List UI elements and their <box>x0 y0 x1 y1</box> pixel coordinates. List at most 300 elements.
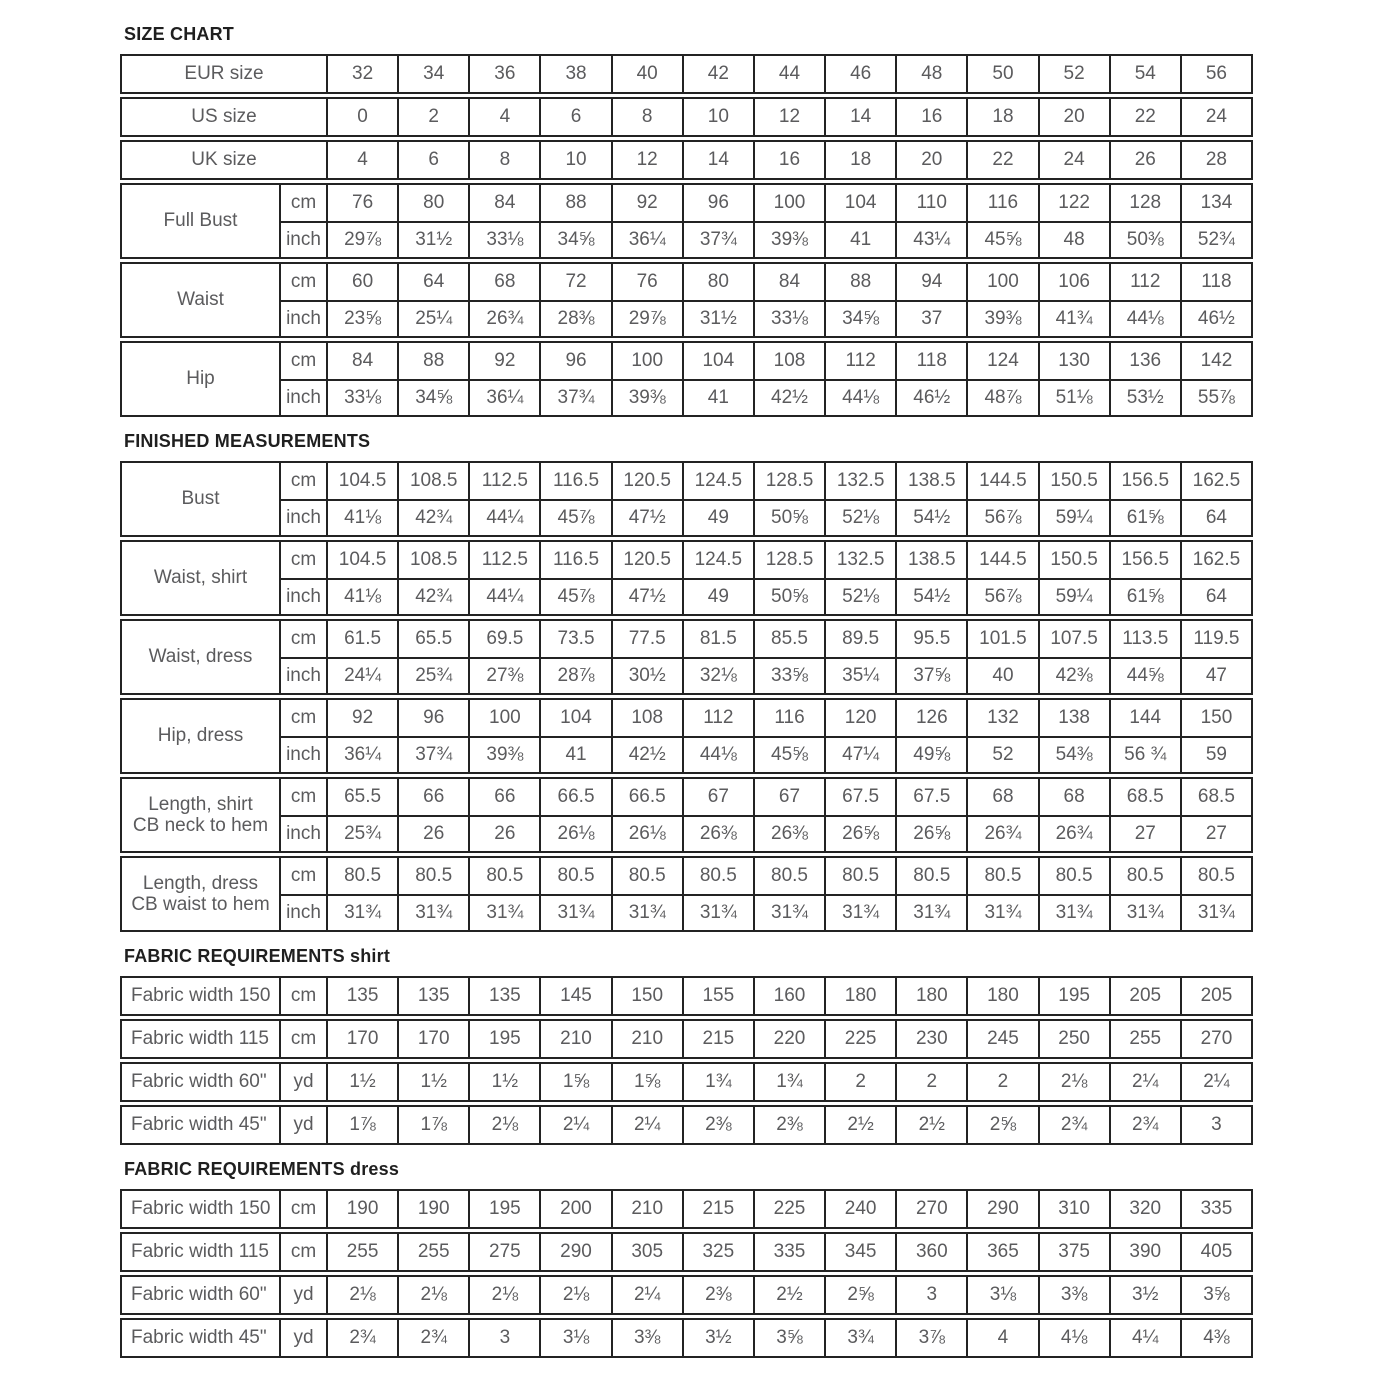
value-cell: 2½ <box>824 1107 895 1143</box>
value-cell: 10 <box>539 142 610 178</box>
value-cell: 94 <box>895 264 966 300</box>
value-cell: 68.5 <box>1180 779 1251 815</box>
value-cell: 46 <box>824 56 895 92</box>
value-cell: 135 <box>397 978 468 1014</box>
value-cell: 35¼ <box>824 657 895 693</box>
value-cell: 128.5 <box>753 542 824 578</box>
value-cell: 390 <box>1109 1234 1180 1270</box>
value-cell: 28⅜ <box>539 300 610 336</box>
value-cell: 32⅛ <box>682 657 753 693</box>
value-cell: 135 <box>468 978 539 1014</box>
value-cell: 118 <box>895 343 966 379</box>
value-cell: 290 <box>966 1191 1037 1227</box>
value-cell: 210 <box>611 1021 682 1057</box>
value-cell: 16 <box>753 142 824 178</box>
value-cell: 25¼ <box>397 300 468 336</box>
value-cell: 42¾ <box>397 499 468 535</box>
value-cell: 31¾ <box>1180 894 1251 930</box>
value-cell: 61⅝ <box>1109 578 1180 614</box>
value-cell: 26 <box>468 815 539 851</box>
value-cell: 41¾ <box>1038 300 1109 336</box>
value-cell: 190 <box>397 1191 468 1227</box>
value-cell: 50⅜ <box>1109 221 1180 257</box>
value-cell: 65.5 <box>326 779 397 815</box>
value-cell: 31¾ <box>468 894 539 930</box>
value-cell: 138 <box>1038 700 1109 736</box>
fabric-requirements-shirt-table <box>120 976 1253 1145</box>
table-row-group <box>120 1232 1253 1272</box>
value-cell: 59 <box>1180 736 1251 772</box>
fabric-requirements-dress <box>120 1159 1253 1358</box>
value-cell: 22 <box>966 142 1037 178</box>
value-cell: 96 <box>539 343 610 379</box>
value-cell: 84 <box>326 343 397 379</box>
value-cell: 2¾ <box>397 1320 468 1356</box>
value-cell: 2 <box>824 1064 895 1100</box>
value-cell: 40 <box>966 657 1037 693</box>
value-cell: 1½ <box>468 1064 539 1100</box>
value-cell: 345 <box>824 1234 895 1270</box>
value-cell: 80.5 <box>326 858 397 894</box>
value-cell: 59¼ <box>1038 499 1109 535</box>
value-cell: 25¾ <box>326 815 397 851</box>
unit-label: inch <box>279 736 326 772</box>
value-cell: 27 <box>1109 815 1180 851</box>
row-label: Fabric width 150 <box>131 1198 271 1220</box>
value-cell: 290 <box>539 1234 610 1270</box>
value-cell: 32 <box>326 56 397 92</box>
value-cell: 41⅛ <box>326 499 397 535</box>
value-cell: 3⅜ <box>1038 1277 1109 1313</box>
value-cell: 55⅞ <box>1180 379 1251 415</box>
value-cell: 2¼ <box>1180 1064 1251 1100</box>
value-cell: 180 <box>966 978 1037 1014</box>
table-row-group <box>120 619 1253 695</box>
value-cell: 170 <box>326 1021 397 1057</box>
value-cell: 56⅞ <box>966 499 1037 535</box>
size-chart <box>120 24 1253 417</box>
value-cell: 96 <box>397 700 468 736</box>
value-cell: 225 <box>753 1191 824 1227</box>
value-cell: 2¼ <box>539 1107 610 1143</box>
value-cell: 47 <box>1180 657 1251 693</box>
value-cell: 2¾ <box>1109 1107 1180 1143</box>
row-label: Fabric width 115 <box>131 1028 269 1050</box>
value-cell: 26⅛ <box>539 815 610 851</box>
value-cell: 76 <box>611 264 682 300</box>
finished-measurements-table <box>120 461 1253 932</box>
value-cell: 44¼ <box>468 499 539 535</box>
value-cell: 50 <box>966 56 1037 92</box>
value-cell: 45⅝ <box>966 221 1037 257</box>
value-cell: 195 <box>1038 978 1109 1014</box>
value-cell: 26⅜ <box>753 815 824 851</box>
fabric-requirements-shirt <box>120 946 1253 1145</box>
value-cell: 305 <box>611 1234 682 1270</box>
value-cell: 112 <box>1109 264 1180 300</box>
unit-label: cm <box>279 700 326 736</box>
value-cell: 210 <box>539 1021 610 1057</box>
value-cell: 45⅞ <box>539 578 610 614</box>
value-cell: 53½ <box>1109 379 1180 415</box>
value-cell: 138.5 <box>895 542 966 578</box>
row-label: Fabric width 150 <box>131 985 271 1007</box>
value-cell: 24 <box>1038 142 1109 178</box>
value-cell: 1⅞ <box>326 1107 397 1143</box>
table-row-group <box>120 140 1253 180</box>
value-cell: 375 <box>1038 1234 1109 1270</box>
value-cell: 156.5 <box>1109 463 1180 499</box>
value-cell: 31¾ <box>397 894 468 930</box>
value-cell: 230 <box>895 1021 966 1057</box>
value-cell: 1½ <box>397 1064 468 1100</box>
value-cell: 134 <box>1180 185 1251 221</box>
value-cell: 4 <box>326 142 397 178</box>
value-cell: 26⅝ <box>895 815 966 851</box>
value-cell: 43¼ <box>895 221 966 257</box>
value-cell: 120 <box>824 700 895 736</box>
value-cell: 96 <box>682 185 753 221</box>
section-title: SIZE CHART <box>124 24 234 44</box>
value-cell: 41 <box>539 736 610 772</box>
value-cell: 2⅛ <box>468 1277 539 1313</box>
row-label: Waist, shirt <box>153 567 248 589</box>
value-cell: 156.5 <box>1109 542 1180 578</box>
value-cell: 46½ <box>895 379 966 415</box>
value-cell: 59¼ <box>1038 578 1109 614</box>
value-cell: 3⅜ <box>611 1320 682 1356</box>
value-cell: 3⅛ <box>966 1277 1037 1313</box>
value-cell: 2 <box>895 1064 966 1100</box>
value-cell: 100 <box>611 343 682 379</box>
value-cell: 27⅜ <box>468 657 539 693</box>
value-cell: 4 <box>966 1320 1037 1356</box>
value-cell: 60 <box>326 264 397 300</box>
value-cell: 100 <box>966 264 1037 300</box>
value-cell: 48 <box>1038 221 1109 257</box>
value-cell: 132 <box>966 700 1037 736</box>
value-cell: 130 <box>1038 343 1109 379</box>
value-cell: 44¼ <box>468 578 539 614</box>
value-cell: 2 <box>966 1064 1037 1100</box>
value-cell: 14 <box>682 142 753 178</box>
value-cell: 88 <box>539 185 610 221</box>
value-cell: 2¼ <box>1109 1064 1180 1100</box>
value-cell: 150 <box>1180 700 1251 736</box>
table-row-group <box>120 262 1253 338</box>
unit-label: cm <box>279 978 326 1014</box>
value-cell: 112 <box>824 343 895 379</box>
value-cell: 31¾ <box>611 894 682 930</box>
value-cell: 104 <box>824 185 895 221</box>
value-cell: 67 <box>682 779 753 815</box>
value-cell: 42½ <box>611 736 682 772</box>
value-cell: 41 <box>682 379 753 415</box>
value-cell: 2⅛ <box>468 1107 539 1143</box>
value-cell: 49 <box>682 578 753 614</box>
value-cell: 33⅛ <box>753 300 824 336</box>
value-cell: 26¾ <box>1038 815 1109 851</box>
value-cell: 37⅝ <box>895 657 966 693</box>
value-cell: 61⅝ <box>1109 499 1180 535</box>
value-cell: 160 <box>753 978 824 1014</box>
value-cell: 68 <box>468 264 539 300</box>
value-cell: 30½ <box>611 657 682 693</box>
value-cell: 54½ <box>895 578 966 614</box>
value-cell: 80.5 <box>397 858 468 894</box>
value-cell: 108.5 <box>397 463 468 499</box>
value-cell: 3¾ <box>824 1320 895 1356</box>
value-cell: 122 <box>1038 185 1109 221</box>
value-cell: 2¾ <box>1038 1107 1109 1143</box>
value-cell: 31¾ <box>1109 894 1180 930</box>
value-cell: 80 <box>397 185 468 221</box>
value-cell: 195 <box>468 1191 539 1227</box>
value-cell: 104 <box>539 700 610 736</box>
value-cell: 81.5 <box>682 621 753 657</box>
value-cell: 365 <box>966 1234 1037 1270</box>
value-cell: 26⅝ <box>824 815 895 851</box>
value-cell: 10 <box>682 99 753 135</box>
value-cell: 255 <box>326 1234 397 1270</box>
value-cell: 66 <box>397 779 468 815</box>
value-cell: 42 <box>682 56 753 92</box>
value-cell: 135 <box>326 978 397 1014</box>
row-label: Full Bust <box>163 210 238 232</box>
value-cell: 108 <box>753 343 824 379</box>
value-cell: 180 <box>824 978 895 1014</box>
value-cell: 2⅝ <box>966 1107 1037 1143</box>
value-cell: 145 <box>539 978 610 1014</box>
value-cell: 80.5 <box>611 858 682 894</box>
value-cell: 76 <box>326 185 397 221</box>
value-cell: 34 <box>397 56 468 92</box>
section-title: FABRIC REQUIREMENTS dress <box>124 1159 400 1179</box>
value-cell: 48⅞ <box>966 379 1037 415</box>
unit-label: cm <box>279 542 326 578</box>
row-label: Hip <box>186 368 215 390</box>
value-cell: 24 <box>1180 99 1251 135</box>
value-cell: 45⅝ <box>753 736 824 772</box>
unit-label: inch <box>279 578 326 614</box>
value-cell: 89.5 <box>824 621 895 657</box>
unit-label: cm <box>279 858 326 894</box>
value-cell: 31¾ <box>895 894 966 930</box>
value-cell: 132.5 <box>824 542 895 578</box>
value-cell: 38 <box>539 56 610 92</box>
row-label: Waist, dress <box>148 646 253 668</box>
value-cell: 162.5 <box>1180 542 1251 578</box>
value-cell: 66.5 <box>539 779 610 815</box>
unit-label: yd <box>279 1107 326 1143</box>
value-cell: 26¾ <box>966 815 1037 851</box>
value-cell: 22 <box>1109 99 1180 135</box>
value-cell: 67.5 <box>895 779 966 815</box>
value-cell: 124 <box>966 343 1037 379</box>
value-cell: 107.5 <box>1038 621 1109 657</box>
value-cell: 61.5 <box>326 621 397 657</box>
value-cell: 42¾ <box>397 578 468 614</box>
value-cell: 405 <box>1180 1234 1251 1270</box>
table-row-group <box>120 1105 1253 1145</box>
value-cell: 142 <box>1180 343 1251 379</box>
value-cell: 4 <box>468 99 539 135</box>
row-label: Fabric width 60" <box>131 1284 267 1306</box>
value-cell: 3½ <box>1109 1277 1180 1313</box>
value-cell: 1⅝ <box>539 1064 610 1100</box>
value-cell: 88 <box>824 264 895 300</box>
value-cell: 2½ <box>753 1277 824 1313</box>
value-cell: 27 <box>1180 815 1251 851</box>
value-cell: 205 <box>1109 978 1180 1014</box>
value-cell: 113.5 <box>1109 621 1180 657</box>
unit-label: inch <box>279 894 326 930</box>
table-row-group <box>120 183 1253 259</box>
value-cell: 112.5 <box>468 463 539 499</box>
value-cell: 95.5 <box>895 621 966 657</box>
value-cell: 144.5 <box>966 463 1037 499</box>
row-label: Fabric width 60" <box>131 1071 267 1093</box>
value-cell: 84 <box>753 264 824 300</box>
value-cell: 31¾ <box>326 894 397 930</box>
row-label: Fabric width 115 <box>131 1241 269 1263</box>
value-cell: 56 ¾ <box>1109 736 1180 772</box>
unit-label: cm <box>279 1191 326 1227</box>
value-cell: 80.5 <box>1109 858 1180 894</box>
value-cell: 2⅜ <box>682 1107 753 1143</box>
value-cell: 335 <box>753 1234 824 1270</box>
value-cell: 16 <box>895 99 966 135</box>
value-cell: 116.5 <box>539 463 610 499</box>
value-cell: 3⅛ <box>539 1320 610 1356</box>
value-cell: 44⅛ <box>682 736 753 772</box>
value-cell: 34⅝ <box>539 221 610 257</box>
value-cell: 44⅛ <box>1109 300 1180 336</box>
value-cell: 2⅛ <box>1038 1064 1109 1100</box>
value-cell: 162.5 <box>1180 463 1251 499</box>
value-cell: 23⅝ <box>326 300 397 336</box>
value-cell: 1¾ <box>682 1064 753 1100</box>
value-cell: 210 <box>611 1191 682 1227</box>
value-cell: 50⅝ <box>753 499 824 535</box>
value-cell: 3½ <box>682 1320 753 1356</box>
value-cell: 52⅛ <box>824 578 895 614</box>
value-cell: 80.5 <box>753 858 824 894</box>
value-cell: 132.5 <box>824 463 895 499</box>
value-cell: 50⅝ <box>753 578 824 614</box>
value-cell: 124.5 <box>682 463 753 499</box>
value-cell: 47½ <box>611 578 682 614</box>
value-cell: 77.5 <box>611 621 682 657</box>
fabric-requirements-dress-table <box>120 1189 1253 1358</box>
unit-label: yd <box>279 1277 326 1313</box>
value-cell: 3 <box>895 1277 966 1313</box>
value-cell: 180 <box>895 978 966 1014</box>
table-row-group <box>120 540 1253 616</box>
unit-label: cm <box>279 621 326 657</box>
value-cell: 270 <box>1180 1021 1251 1057</box>
value-cell: 12 <box>611 142 682 178</box>
value-cell: 8 <box>611 99 682 135</box>
value-cell: 52 <box>1038 56 1109 92</box>
value-cell: 2⅛ <box>397 1277 468 1313</box>
unit-label: inch <box>279 300 326 336</box>
value-cell: 255 <box>1109 1021 1180 1057</box>
row-label: UK size <box>191 149 257 171</box>
unit-label: inch <box>279 657 326 693</box>
value-cell: 65.5 <box>397 621 468 657</box>
table-row-group <box>120 1062 1253 1102</box>
value-cell: 320 <box>1109 1191 1180 1227</box>
table-row-group <box>120 856 1253 932</box>
value-cell: 3 <box>468 1320 539 1356</box>
value-cell: 52⅛ <box>824 499 895 535</box>
value-cell: 24¼ <box>326 657 397 693</box>
unit-label: cm <box>279 1234 326 1270</box>
value-cell: 250 <box>1038 1021 1109 1057</box>
row-label: Bust <box>181 488 220 510</box>
value-cell: 170 <box>397 1021 468 1057</box>
value-cell: 2⅛ <box>326 1277 397 1313</box>
value-cell: 66 <box>468 779 539 815</box>
value-cell: 240 <box>824 1191 895 1227</box>
value-cell: 2¼ <box>611 1107 682 1143</box>
value-cell: 144 <box>1109 700 1180 736</box>
table-row-group <box>120 1189 1253 1229</box>
row-label: Length, dress CB waist to hem <box>131 872 270 915</box>
value-cell: 39⅜ <box>611 379 682 415</box>
value-cell: 29⅞ <box>611 300 682 336</box>
value-cell: 44⅝ <box>1109 657 1180 693</box>
value-cell: 36¼ <box>326 736 397 772</box>
table-row-group <box>120 777 1253 853</box>
value-cell: 36¼ <box>611 221 682 257</box>
value-cell: 67.5 <box>824 779 895 815</box>
value-cell: 46½ <box>1180 300 1251 336</box>
value-cell: 26⅜ <box>682 815 753 851</box>
value-cell: 0 <box>326 99 397 135</box>
value-cell: 47¼ <box>824 736 895 772</box>
unit-label: cm <box>279 185 326 221</box>
value-cell: 44 <box>753 56 824 92</box>
table-row-group <box>120 461 1253 537</box>
value-cell: 108 <box>611 700 682 736</box>
value-cell: 44⅛ <box>824 379 895 415</box>
value-cell: 136 <box>1109 343 1180 379</box>
value-cell: 37¾ <box>539 379 610 415</box>
value-cell: 48 <box>895 56 966 92</box>
value-cell: 92 <box>468 343 539 379</box>
value-cell: 138.5 <box>895 463 966 499</box>
value-cell: 205 <box>1180 978 1251 1014</box>
value-cell: 80.5 <box>895 858 966 894</box>
value-cell: 72 <box>539 264 610 300</box>
value-cell: 275 <box>468 1234 539 1270</box>
value-cell: 73.5 <box>539 621 610 657</box>
value-cell: 80 <box>682 264 753 300</box>
value-cell: 270 <box>895 1191 966 1227</box>
unit-label: inch <box>279 815 326 851</box>
value-cell: 128 <box>1109 185 1180 221</box>
value-cell: 56⅞ <box>966 578 1037 614</box>
value-cell: 80.5 <box>824 858 895 894</box>
value-cell: 51⅛ <box>1038 379 1109 415</box>
value-cell: 200 <box>539 1191 610 1227</box>
value-cell: 39⅜ <box>753 221 824 257</box>
value-cell: 3⅝ <box>753 1320 824 1356</box>
value-cell: 64 <box>1180 578 1251 614</box>
value-cell: 52 <box>966 736 1037 772</box>
